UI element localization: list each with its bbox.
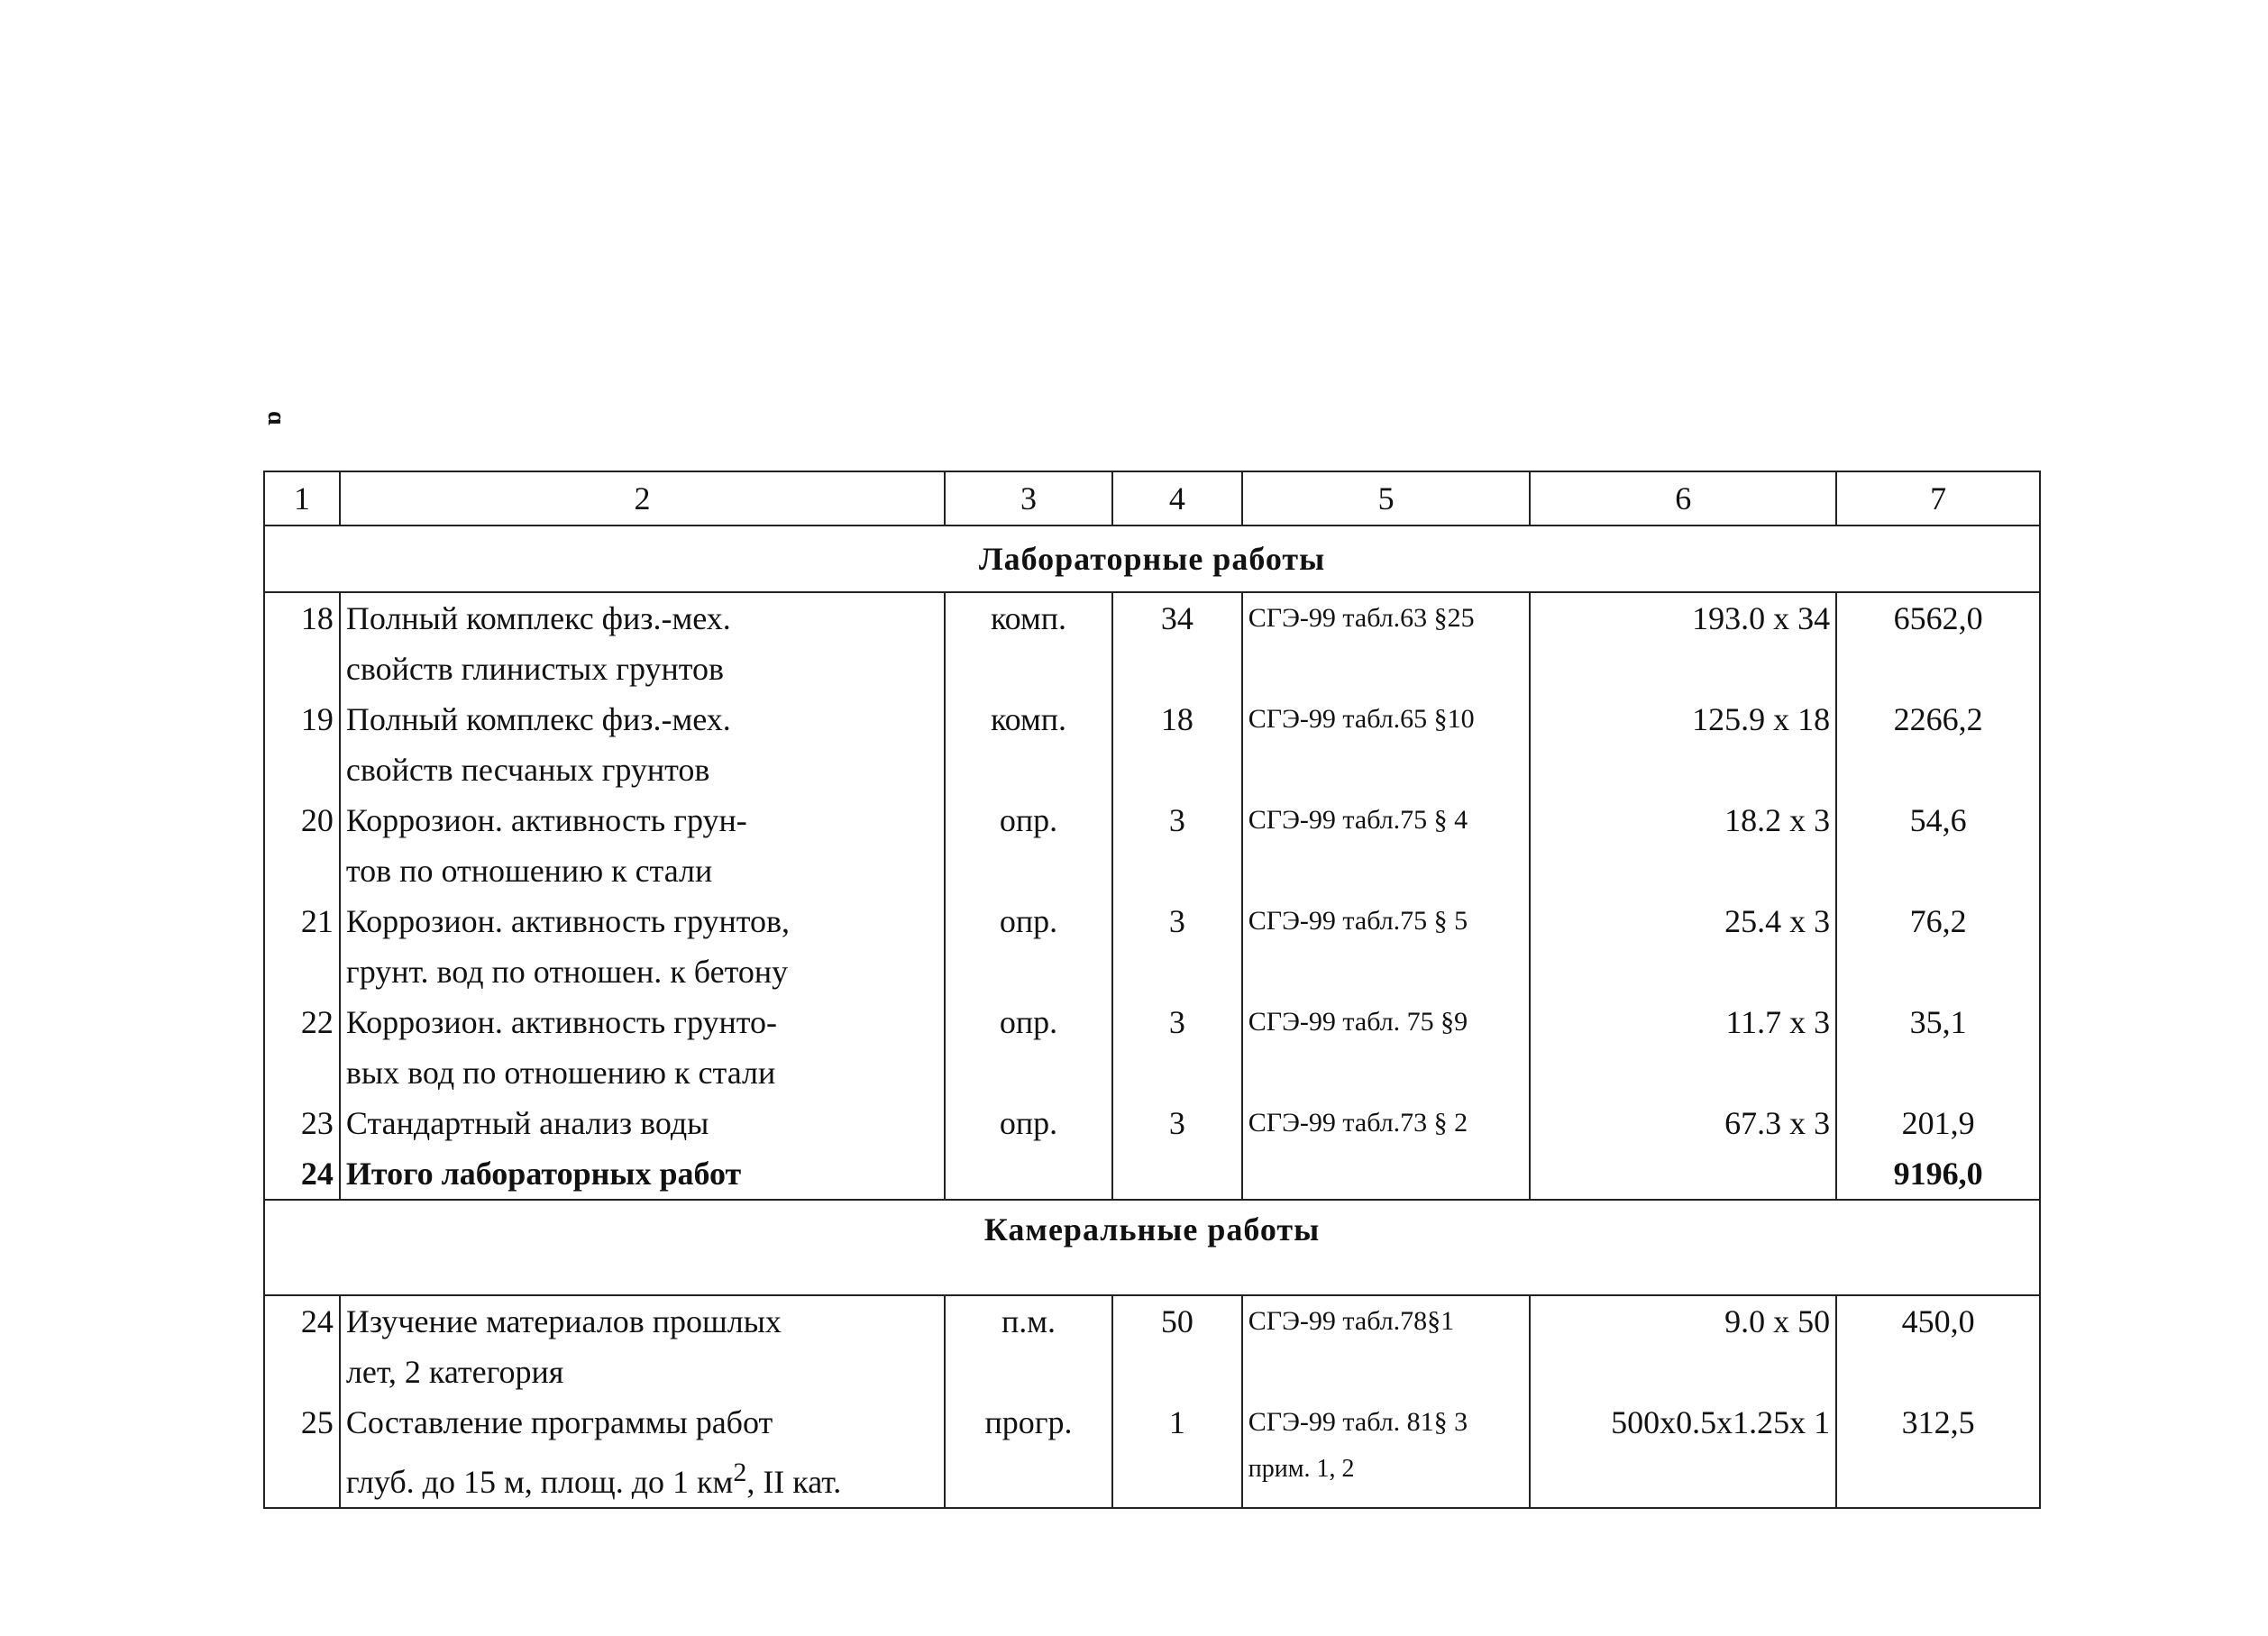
work-name-line: Коррозион. активность грунто- (345, 1004, 777, 1040)
quantity: 3 (1112, 1098, 1242, 1148)
empty-cell (1242, 1148, 1531, 1200)
work-name-line: лет, 2 категория (345, 1354, 564, 1390)
page-mark: ɑ (262, 410, 291, 426)
calculation: 25.4 x 3 (1530, 896, 1836, 997)
section-header-lab (264, 526, 2040, 592)
empty-cell (1530, 1148, 1836, 1200)
work-name (340, 1295, 945, 1397)
amount: 35,1 (1836, 997, 2040, 1098)
calculation: 193.0 x 34 (1530, 592, 1836, 694)
work-name-line: свойств глинистых грунтов (345, 651, 725, 687)
work-name-line: , II кат. (746, 1464, 842, 1500)
work-name-line: Полный комплекс физ.-мех. (345, 701, 731, 737)
row-number: 19 (264, 694, 340, 795)
table-row (264, 1098, 2040, 1148)
column-number: 4 (1112, 471, 1242, 526)
work-name-line: глуб. до 15 м, площ. до 1 км (345, 1464, 734, 1500)
amount: 450,0 (1836, 1295, 2040, 1397)
row-number: 23 (264, 1098, 340, 1148)
quantity: 18 (1112, 694, 1242, 795)
unit: опр. (945, 795, 1112, 896)
row-number: 18 (264, 592, 340, 694)
work-name: Стандартный анализ воды (340, 1098, 945, 1148)
unit: прогр. (945, 1397, 1112, 1508)
table-row (264, 795, 2040, 896)
calculation: 11.7 x 3 (1530, 997, 1836, 1098)
work-name-line: грунт. вод по отношен. к бетону (345, 954, 789, 990)
work-name-line: Полный комплекс физ.-мех. (345, 600, 731, 636)
reference (1242, 1397, 1531, 1508)
table-row (264, 694, 2040, 795)
unit: опр. (945, 896, 1112, 997)
row-number: 25 (264, 1397, 340, 1508)
work-name (340, 795, 945, 896)
unit: комп. (945, 694, 1112, 795)
reference: СГЭ-99 табл.75 § 5 (1242, 896, 1531, 997)
section-title: Камеральные работы (264, 1200, 2040, 1295)
row-number: 22 (264, 997, 340, 1098)
reference: СГЭ-99 табл. 75 §9 (1242, 997, 1531, 1098)
column-number: 5 (1242, 471, 1531, 526)
section-header-cameral (264, 1200, 2040, 1295)
total-row (264, 1148, 2040, 1200)
empty-cell (945, 1148, 1112, 1200)
section-title: Лабораторные работы (264, 526, 2040, 592)
quantity: 3 (1112, 896, 1242, 997)
total-label: Итого лабораторных работ (340, 1148, 945, 1200)
column-number: 7 (1836, 471, 2040, 526)
quantity: 1 (1112, 1397, 1242, 1508)
amount: 6562,0 (1836, 592, 2040, 694)
work-name-line: Изучение материалов прошлых (345, 1303, 782, 1339)
quantity: 3 (1112, 997, 1242, 1098)
calculation: 18.2 x 3 (1530, 795, 1836, 896)
amount: 201,9 (1836, 1098, 2040, 1148)
column-number: 2 (340, 471, 945, 526)
calculation: 67.3 x 3 (1530, 1098, 1836, 1148)
work-name (340, 997, 945, 1098)
row-number: 21 (264, 896, 340, 997)
calculation: 500x0.5x1.25x 1 (1530, 1397, 1836, 1508)
table-row (264, 592, 2040, 694)
unit: опр. (945, 997, 1112, 1098)
unit: опр. (945, 1098, 1112, 1148)
reference-text: СГЭ-99 табл. 81§ 3 (1248, 1407, 1468, 1437)
work-name-line: свойств песчаных грунтов (345, 752, 710, 788)
work-name (340, 896, 945, 997)
reference: СГЭ-99 табл.75 § 4 (1242, 795, 1531, 896)
reference: СГЭ-99 табл.73 § 2 (1242, 1098, 1531, 1148)
column-number: 1 (264, 471, 340, 526)
superscript: 2 (733, 1458, 747, 1487)
empty-cell (1112, 1148, 1242, 1200)
estimate-table (263, 471, 2041, 1509)
work-name (340, 694, 945, 795)
quantity: 3 (1112, 795, 1242, 896)
amount: 2266,2 (1836, 694, 2040, 795)
table-row (264, 1397, 2040, 1508)
table-row (264, 896, 2040, 997)
amount: 54,6 (1836, 795, 2040, 896)
total-amount: 9196,0 (1836, 1148, 2040, 1200)
column-number-row (264, 471, 2040, 526)
calculation: 125.9 x 18 (1530, 694, 1836, 795)
reference: СГЭ-99 табл.65 §10 (1242, 694, 1531, 795)
work-name (340, 1397, 945, 1508)
quantity: 50 (1112, 1295, 1242, 1397)
table-row (264, 1295, 2040, 1397)
reference: СГЭ-99 табл.78§1 (1242, 1295, 1531, 1397)
work-name-line: Коррозион. активность грунтов, (345, 903, 790, 939)
work-name-line: тов по отношению к стали (345, 853, 713, 889)
table-row (264, 997, 2040, 1098)
calculation: 9.0 x 50 (1530, 1295, 1836, 1397)
reference: СГЭ-99 табл.63 §25 (1242, 592, 1531, 694)
work-name-line: Коррозион. активность грун- (345, 802, 747, 838)
row-number: 24 (264, 1148, 340, 1200)
unit: п.м. (945, 1295, 1112, 1397)
row-number: 20 (264, 795, 340, 896)
amount: 76,2 (1836, 896, 2040, 997)
work-name-line: вых вод по отношению к стали (345, 1055, 776, 1091)
amount: 312,5 (1836, 1397, 2040, 1508)
reference-note: прим. 1, 2 (1248, 1455, 1355, 1483)
work-name (340, 592, 945, 694)
unit: комп. (945, 592, 1112, 694)
column-number: 3 (945, 471, 1112, 526)
quantity: 34 (1112, 592, 1242, 694)
column-number: 6 (1530, 471, 1836, 526)
row-number: 24 (264, 1295, 340, 1397)
work-name-line: Составление программы работ (345, 1404, 773, 1440)
